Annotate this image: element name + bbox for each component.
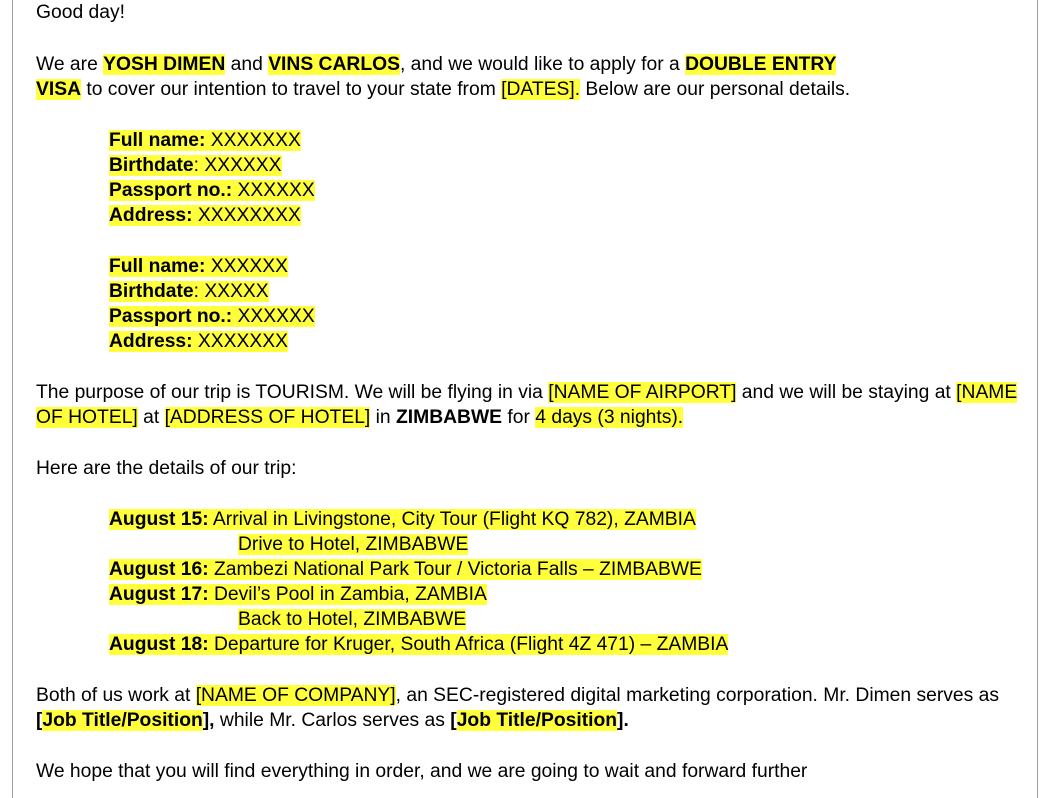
intro-text: , and we would like to apply for a [399,54,686,75]
country-name: ZIMBABWE [396,407,503,428]
hotel-address-placeholder: [ADDRESS OF HOTEL] [164,407,371,428]
airport-placeholder: [NAME OF AIRPORT] [548,382,737,403]
purpose-text: The purpose of our trip is TOURISM. We will be flying in via [36,382,549,403]
company-placeholder: [NAME OF COMPANY] [195,685,396,706]
itinerary-item: August 18: Departure for Kruger, South Africa (Flight 4Z 471) – ZAMBIA [109,634,729,655]
work-paragraph: Both of us work at [NAME OF COMPANY], an SEC-registered digital marketing corporation. Mr. Dimen serves as [Job Title/Position], while Mr. Carlos serves as [Job Title/Position]. [36,685,999,731]
applicant-name-1: YOSH DIMEN [103,54,226,75]
detail-line: Address: XXXXXXX [109,331,288,352]
detail-line: Birthdate: XXXXXX [109,155,282,176]
visa-type: VISA [36,79,82,100]
detail-line: Full name: XXXXXXX [109,130,301,151]
person-details-2 [36,254,1026,354]
detail-line: Full name: XXXXXX [109,256,288,277]
intro-paragraph [36,52,1026,102]
purpose-text: in [370,407,397,428]
work-text: while Mr. Carlos serves as [214,710,451,731]
job-title-placeholder-1: Job Title/Position [42,710,203,731]
detail-line: Address: XXXXXXXX [109,205,301,226]
itinerary-item: August 16: Zambezi National Park Tour / Victoria Falls – ZIMBABWE [109,559,702,580]
greeting: Good day! [36,2,125,23]
duration: 4 days (3 nights). [535,407,684,428]
detail-line: Passport no.: XXXXXX [109,306,315,327]
intro-text: Below are our personal details. [580,79,851,100]
work-text: Both of us work at [36,685,196,706]
itinerary-item: August 17: Devil’s Pool in Zambia, ZAMBIA [109,584,487,605]
work-text: , an SEC-registered digital marketing corporation. Mr. Dimen serves as [395,685,999,706]
purpose-text: and we will be staying at [736,382,957,403]
letter-body [36,0,1026,784]
itinerary-subitem: Drive to Hotel, ZIMBABWE [238,534,469,555]
hotel-placeholder: [NAME OF HOTEL] [36,382,1018,428]
person-details-1 [36,128,1026,228]
intro-text: to cover our intention to travel to your state from [81,79,502,100]
applicant-name-2: VINS CARLOS [268,54,400,75]
document-page [12,0,1038,798]
closing-paragraph: We hope that you will find everything in order, and we are going to wait and forward further [36,761,808,782]
detail-line: Passport no.: XXXXXX [109,180,315,201]
intro-text: We are [36,54,104,75]
purpose-text: at [137,407,165,428]
detail-line: Birthdate: XXXXX [109,281,269,302]
purpose-text: for [502,407,536,428]
itinerary-item: August 15: Arrival in Livingstone, City Tour (Flight KQ 782), ZAMBIA [109,509,696,530]
itinerary [36,507,1026,657]
dates-placeholder: [DATES]. [501,79,581,100]
intro-text: and [225,54,269,75]
purpose-paragraph [36,380,1026,430]
itinerary-subitem: Back to Hotel, ZIMBABWE [238,609,467,630]
job-title-placeholder-2: Job Title/Position [456,710,618,731]
visa-type: DOUBLE ENTRY [685,54,837,75]
trip-heading: Here are the details of our trip: [36,458,297,479]
